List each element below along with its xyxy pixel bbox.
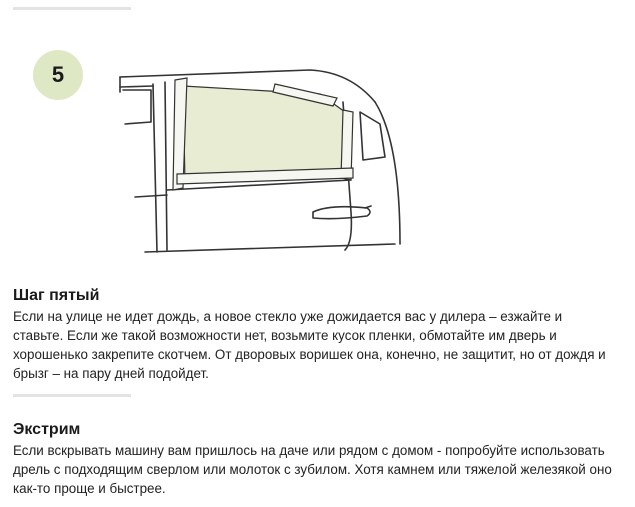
extreme-description: Если вскрывать машину вам пришлось на даче или рядом с домом - попробуйте использовать дрель с подходящим сверлом или молоток с зубилом. Хотя камнем или тяжелой железякой оно как-то проще и быстрее. [13,443,612,496]
section-divider [13,394,131,397]
step-number-badge [33,50,83,100]
top-divider [13,7,131,10]
step-title: Шаг пятый [13,287,100,304]
step-description: Если на улице не идет дождь, а новое стекло уже дожидается вас у дилера – езжайте и ставьте. Если же такой возможности нет, возьмите кусок пленки, обмотайте им дверь и хорошенько закрепите скотчем. От дворовых воришек она, конечно, не защитит, но от дождя и брызг – на пару дней подойдет. [13,309,606,381]
step-number: 5 [51,62,65,87]
extreme-title: Экстрим [13,421,81,438]
car-door-illustration [115,62,405,254]
